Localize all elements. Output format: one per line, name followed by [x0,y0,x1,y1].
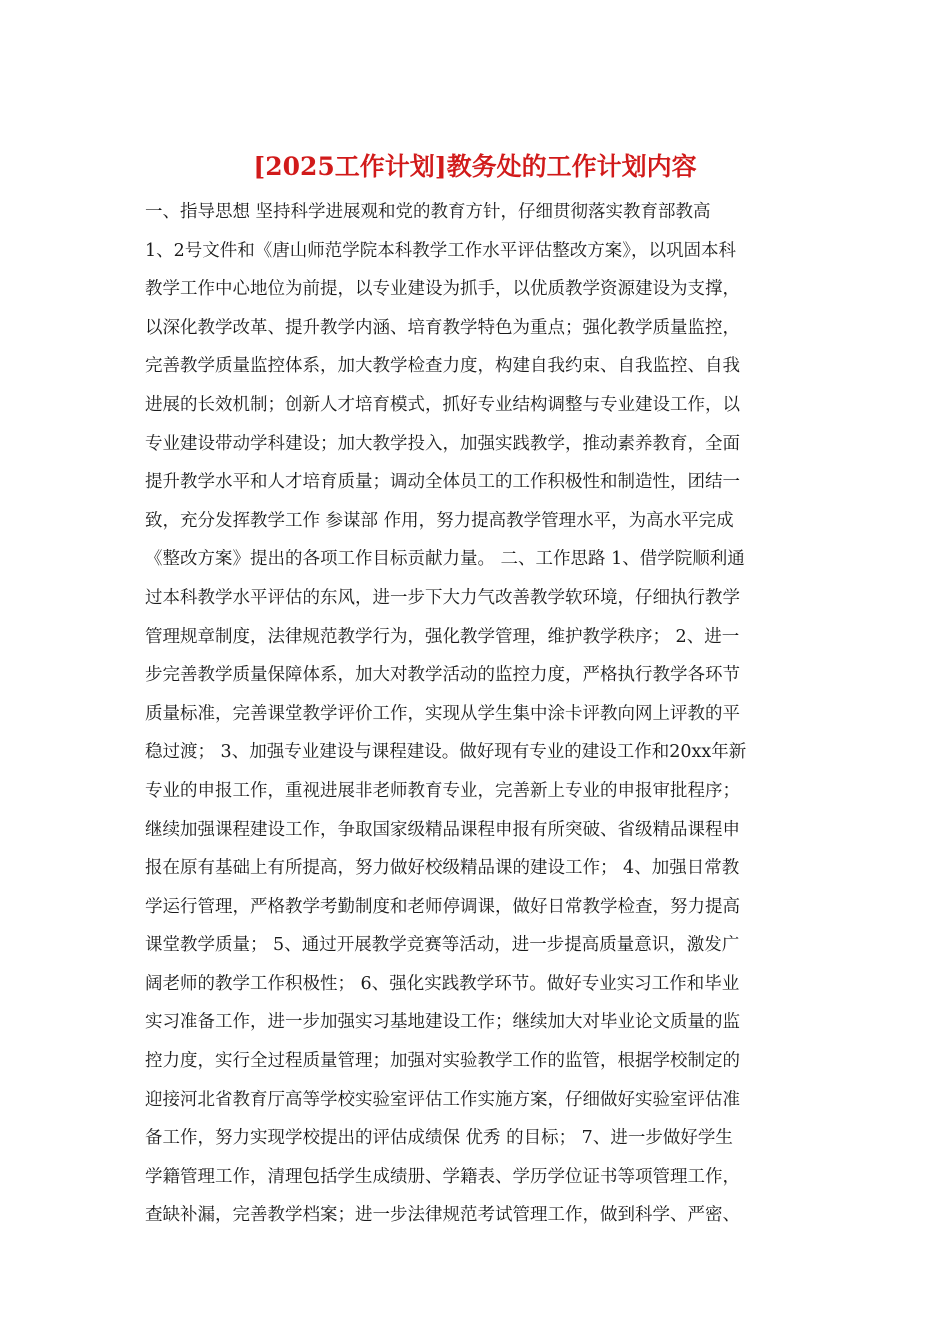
body-line: 致，充分发挥教学工作 参谋部 作用，努力提高教学管理水平，为高水平完成 [145,510,734,531]
body-line: 报在原有基础上有所提高，努力做好校级精品课的建设工作； 4、加强日常教 [145,858,740,879]
body-line: 课堂教学质量； 5、通过开展教学竞赛等活动，进一步提高质量意识，激发广 [145,935,740,956]
body-line: 学籍管理工作，清理包括学生成绩册、学籍表、学历学位证书等项管理工作， [145,1166,740,1187]
body-line: 一、指导思想 坚持科学进展观和党的教育方针，仔细贯彻落实教育部教高 [145,202,711,222]
body-line: 继续加强课程建设工作，争取国家级精品课程申报有所突破、省级精品课程申 [145,819,740,840]
body-line: 完善教学质量监控体系，加大教学检查力度，构建自我约束、自我监控、自我 [145,356,740,377]
body-line: 实习准备工作，进一步加强实习基地建设工作；继续加大对毕业论文质量的监 [145,1012,740,1033]
body-line: 迎接河北省教育厅高等学校实验室评估工作实施方案，仔细做好实验室评估准 [145,1089,740,1110]
body-line: 专业的申报工作，重视进展非老师教育专业，完善新上专业的申报审批程序； [145,780,740,801]
body-line: 质量标准，完善课堂教学评价工作，实现从学生集中涂卡评教向网上评教的平 [145,703,740,724]
document-title: [2025工作计划]教务处的工作计划内容 [253,152,697,181]
body-line: 以深化教学改革、提升教学内涵、培育教学特色为重点；强化教学质量监控， [145,317,740,338]
document-body [145,193,825,1235]
body-line: 控力度，实行全过程质量管理；加强对实验教学工作的监管，根据学校制定的 [145,1051,740,1072]
body-line: 专业建设带动学科建设；加大教学投入，加强实践教学，推动素养教育，全面 [145,433,740,454]
body-line: 教学工作中心地位为前提，以专业建设为抓手，以优质教学资源建设为支撑， [145,279,740,300]
body-line: 备工作，努力实现学校提出的评估成绩保 优秀 的目标； 7、进一步做好学生 [145,1128,733,1149]
body-line: 阔老师的教学工作积极性； 6、强化实践教学环节。做好专业实习工作和毕业 [145,973,740,994]
body-line: 学运行管理，严格教学考勤制度和老师停调课，做好日常教学检查，努力提高 [145,896,740,917]
body-line: 1、2号文件和《唐山师范学院本科教学工作水平评估整改方案》，以巩固本科 [145,240,737,261]
body-line: 过本科教学水平评估的东风，进一步下大力气改善教学软环境，仔细执行教学 [145,587,740,608]
body-line: 管理规章制度，法律规范教学行为，强化教学管理，维护教学秩序； 2、进一 [145,626,740,647]
body-line: 进展的长效机制；创新人才培育模式，抓好专业结构调整与专业建设工作，以 [145,394,740,415]
body-line: 步完善教学质量保障体系，加大对教学活动的监控力度，严格执行教学各环节 [145,665,740,686]
body-line: 稳过渡； 3、加强专业建设与课程建设。做好现有专业的建设工作和20xx年新 [145,742,747,763]
body-line: 提升教学水平和人才培育质量；调动全体员工的工作积极性和制造性，团结一 [145,472,740,493]
body-line: 《整改方案》提出的各项工作目标贡献力量。 二、工作思路 1、借学院顺利通 [145,549,745,570]
body-line: 查缺补漏，完善教学档案；进一步法律规范考试管理工作，做到科学、严密、 [145,1205,740,1226]
